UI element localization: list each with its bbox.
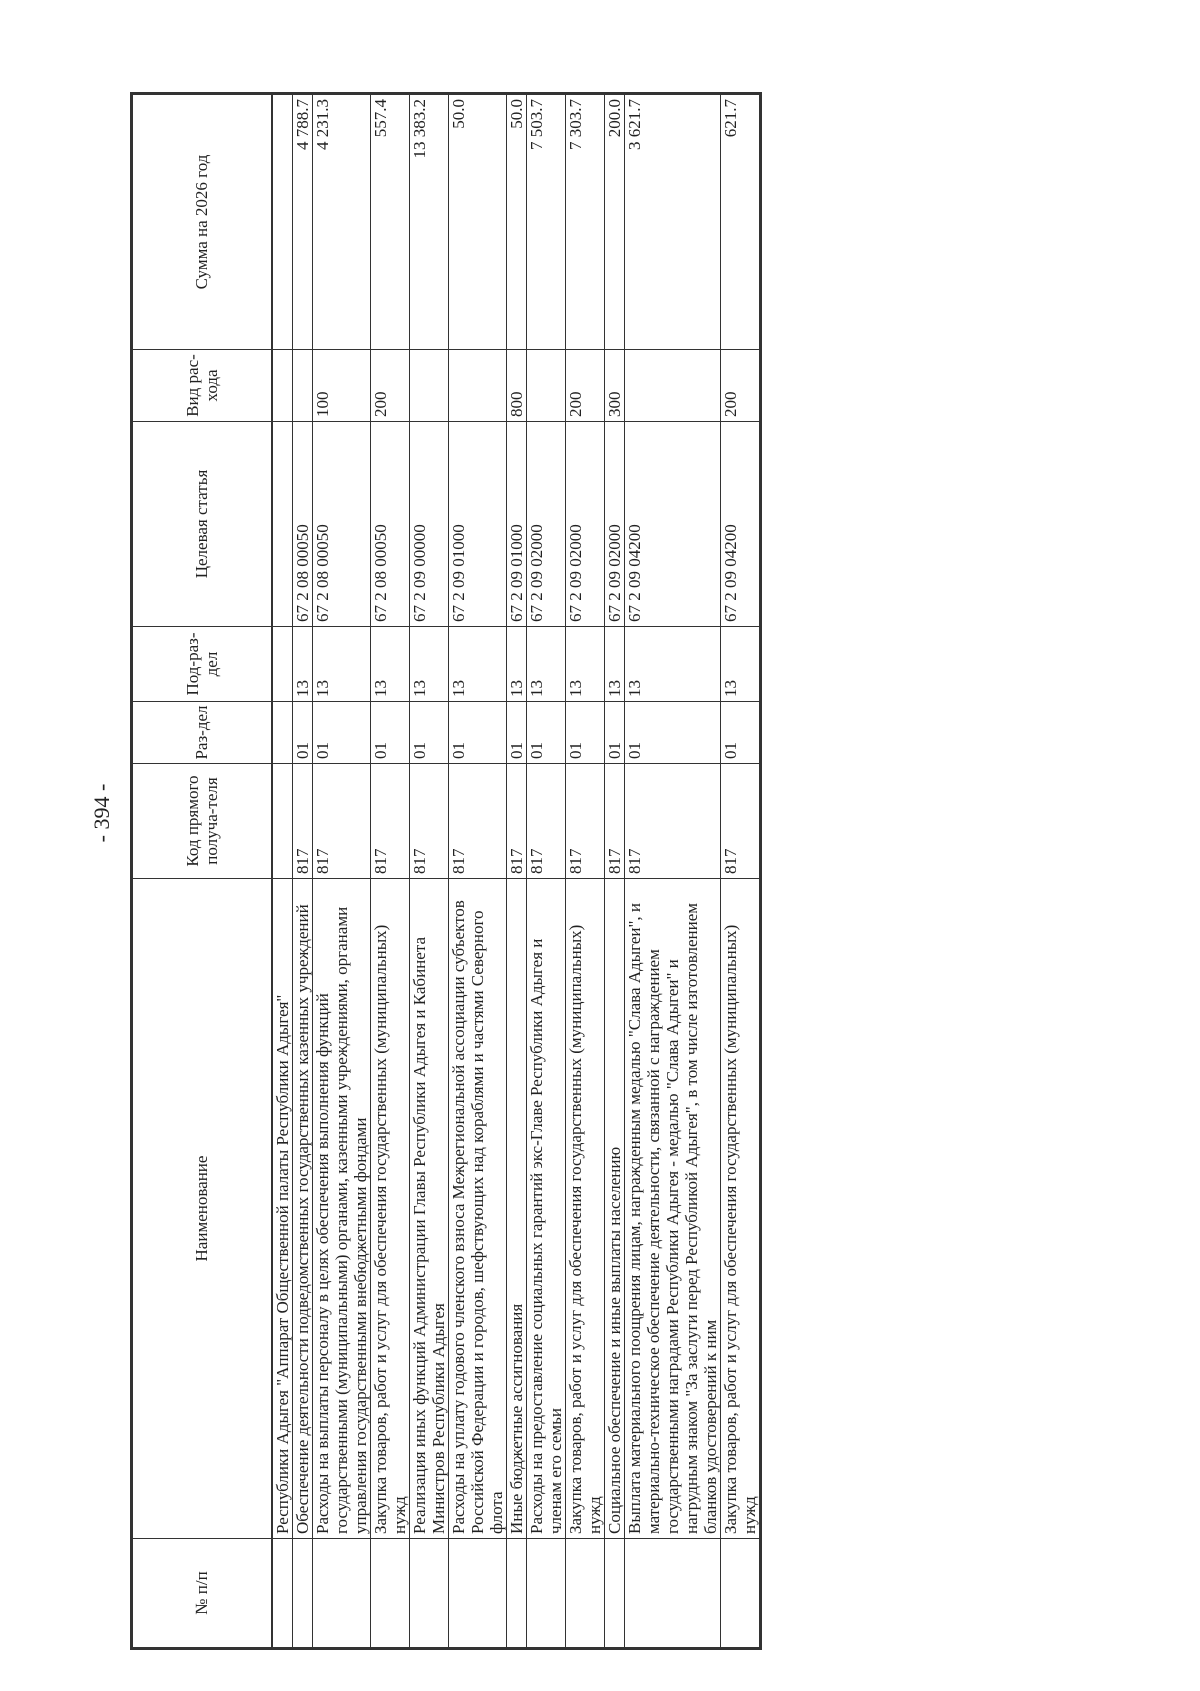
row-target: 67 2 09 04200	[624, 422, 720, 627]
row-expense-type: 300	[604, 350, 624, 422]
row-expense-type: 200	[370, 350, 409, 422]
table-header-row	[132, 94, 272, 1649]
row-code-recipient: 817	[526, 764, 565, 879]
rotated-table-container	[130, 95, 1080, 1650]
row-sum: 7 503.7	[526, 94, 565, 350]
row-sum: 200.0	[604, 94, 624, 350]
row-subsection: 13	[526, 627, 565, 702]
row-num	[312, 1539, 370, 1649]
row-section: 01	[624, 702, 720, 764]
row-name: Республики Адыгея "Аппарат Общественной палаты Республики Адыгея"	[272, 879, 293, 1539]
row-target: 67 2 08 00050	[370, 422, 409, 627]
row-expense-type	[526, 350, 565, 422]
row-sum: 13 383.2	[409, 94, 448, 350]
header-sum: Сумма на 2026 год	[132, 94, 272, 350]
row-code-recipient	[272, 764, 293, 879]
row-expense-type	[409, 350, 448, 422]
row-target: 67 2 09 02000	[565, 422, 604, 627]
row-num	[604, 1539, 624, 1649]
row-code-recipient: 817	[312, 764, 370, 879]
row-sum: 4 231.3	[312, 94, 370, 350]
page-number: - 394 -	[89, 783, 114, 843]
header-section: Раз-дел	[132, 702, 272, 764]
table-row	[624, 94, 720, 1649]
budget-table	[130, 92, 762, 1650]
row-section: 01	[292, 702, 312, 764]
row-expense-type: 800	[506, 350, 526, 422]
row-num	[448, 1539, 506, 1649]
row-expense-type	[448, 350, 506, 422]
header-subsection: Под-раз-дел	[132, 627, 272, 702]
row-section: 01	[720, 702, 760, 764]
row-num	[565, 1539, 604, 1649]
row-expense-type	[272, 350, 293, 422]
row-code-recipient: 817	[409, 764, 448, 879]
row-target: 67 2 09 00000	[409, 422, 448, 627]
row-name: Расходы на предоставление социальных гарантий экс-Главе Республики Адыгея и членам его семьи	[526, 879, 565, 1539]
row-num	[720, 1539, 760, 1649]
row-code-recipient: 817	[720, 764, 760, 879]
table-row	[370, 94, 409, 1649]
row-subsection: 13	[506, 627, 526, 702]
row-code-recipient: 817	[506, 764, 526, 879]
header-expense-type: Вид рас-хода	[132, 350, 272, 422]
row-name: Социальное обеспечение и иные выплаты населению	[604, 879, 624, 1539]
row-name: Выплата материального поощрения лицам, награжденным медалью "Слава Адыгеи", и материально-техническое обеспечение деятельности, связанной с награждением государственными наградами Республики Адыгея - медалью "Слава Адыгеи" и нагрудным знаком "За заслуги перед Республикой Адыгея", в том числе изготовлением бланков удостоверений к ним	[624, 879, 720, 1539]
header-num: № п/п	[132, 1539, 272, 1649]
row-sum: 50.0	[448, 94, 506, 350]
row-name: Закупка товаров, работ и услуг для обеспечения государственных (муниципальных) нужд	[370, 879, 409, 1539]
row-subsection: 13	[292, 627, 312, 702]
row-target: 67 2 08 00050	[292, 422, 312, 627]
row-sum: 7 303.7	[565, 94, 604, 350]
row-expense-type	[624, 350, 720, 422]
row-num	[526, 1539, 565, 1649]
table-row	[604, 94, 624, 1649]
row-code-recipient: 817	[292, 764, 312, 879]
row-section: 01	[312, 702, 370, 764]
row-subsection: 13	[565, 627, 604, 702]
row-expense-type: 200	[565, 350, 604, 422]
header-name: Наименование	[132, 879, 272, 1539]
table-row	[409, 94, 448, 1649]
row-subsection: 13	[604, 627, 624, 702]
row-code-recipient: 817	[565, 764, 604, 879]
table-row	[448, 94, 506, 1649]
row-name: Иные бюджетные ассигнования	[506, 879, 526, 1539]
row-section: 01	[370, 702, 409, 764]
header-target: Целевая статья	[132, 422, 272, 627]
row-sum: 4 788.7	[292, 94, 312, 350]
row-code-recipient: 817	[370, 764, 409, 879]
row-name: Обеспечение деятельности подведомственных государственных казенных учреждений	[292, 879, 312, 1539]
row-section: 01	[604, 702, 624, 764]
row-num	[272, 1539, 293, 1649]
row-expense-type: 100	[312, 350, 370, 422]
row-section: 01	[409, 702, 448, 764]
row-num	[409, 1539, 448, 1649]
row-sum: 3 621.7	[624, 94, 720, 350]
row-code-recipient: 817	[604, 764, 624, 879]
row-num	[292, 1539, 312, 1649]
row-target: 67 2 09 02000	[604, 422, 624, 627]
row-section: 01	[448, 702, 506, 764]
table-row	[565, 94, 604, 1649]
table-row	[272, 94, 293, 1649]
row-subsection: 13	[370, 627, 409, 702]
row-subsection: 13	[448, 627, 506, 702]
row-sum: 557.4	[370, 94, 409, 350]
row-section: 01	[506, 702, 526, 764]
row-name: Реализация иных функций Администрации Главы Республики Адыгея и Кабинета Министров Республики Адыгея	[409, 879, 448, 1539]
row-target: 67 2 08 00050	[312, 422, 370, 627]
row-sum: 621.7	[720, 94, 760, 350]
table-body	[272, 94, 761, 1649]
row-section: 01	[526, 702, 565, 764]
row-name: Закупка товаров, работ и услуг для обеспечения государственных (муниципальных) нужд	[565, 879, 604, 1539]
row-num	[370, 1539, 409, 1649]
table-row	[312, 94, 370, 1649]
row-target: 67 2 09 04200	[720, 422, 760, 627]
row-target: 67 2 09 01000	[506, 422, 526, 627]
table-row	[526, 94, 565, 1649]
header-code-recipient: Код прямого получа-теля	[132, 764, 272, 879]
row-code-recipient: 817	[448, 764, 506, 879]
row-sum	[272, 94, 293, 350]
row-name: Расходы на выплаты персоналу в целях обеспечения выполнения функций государственными (муниципальными) органами, казенными учреждениями, органами управления государственными внебюджетными фондами	[312, 879, 370, 1539]
row-subsection: 13	[312, 627, 370, 702]
row-target	[272, 422, 293, 627]
row-num	[624, 1539, 720, 1649]
row-code-recipient: 817	[624, 764, 720, 879]
row-subsection	[272, 627, 293, 702]
row-num	[506, 1539, 526, 1649]
table-row	[506, 94, 526, 1649]
row-target: 67 2 09 01000	[448, 422, 506, 627]
row-section: 01	[565, 702, 604, 764]
row-subsection: 13	[624, 627, 720, 702]
row-name: Расходы на уплату годового членского взноса Межрегиональной ассоциации субъектов Российской Федерации и городов, шефствующих над кораблями и частями Северного флота	[448, 879, 506, 1539]
row-subsection: 13	[409, 627, 448, 702]
row-expense-type	[292, 350, 312, 422]
row-name: Закупка товаров, работ и услуг для обеспечения государственных (муниципальных) нужд	[720, 879, 760, 1539]
row-expense-type: 200	[720, 350, 760, 422]
table-row	[292, 94, 312, 1649]
table-row	[720, 94, 760, 1649]
row-sum: 50.0	[506, 94, 526, 350]
row-subsection: 13	[720, 627, 760, 702]
row-target: 67 2 09 02000	[526, 422, 565, 627]
row-section	[272, 702, 293, 764]
